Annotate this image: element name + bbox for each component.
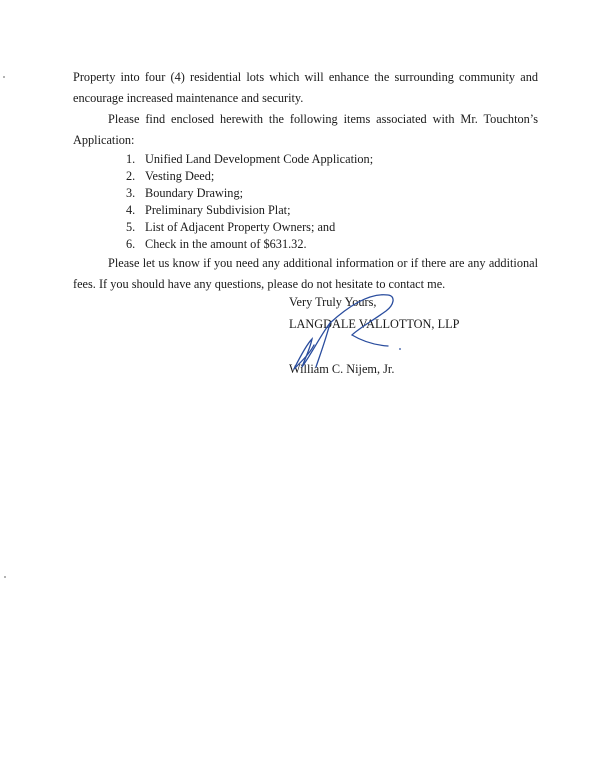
list-item: 4. Preliminary Subdivision Plat;: [126, 203, 291, 217]
paragraph-property-lots: Property into four (4) residential lots which will enhance the surrounding community and encourage increased maintenance and security.: [73, 70, 538, 105]
list-item: 3. Boundary Drawing;: [126, 186, 244, 200]
paragraph-contact: Please let us know if you need any additional information or if there are any additional fees. If you should have any questions, please do not hesitate to contact me.: [73, 256, 538, 291]
list-item: 6. Check in the amount of $631.32.: [126, 237, 307, 251]
list-item: 1. Unified Land Development Code Application;: [126, 152, 374, 166]
enclosure-list: [126, 151, 373, 253]
scan-speck: [4, 576, 6, 578]
closing-salutation: Very Truly Yours,: [289, 295, 377, 309]
paragraph-enclosures-intro: Please find enclosed herewith the following items associated with Mr. Touchton’s Application:: [73, 112, 538, 147]
firm-name: LANGDALE VALLOTTON, LLP: [289, 317, 460, 331]
signer-name: William C. Nijem, Jr.: [289, 362, 395, 376]
list-item: 2. Vesting Deed;: [126, 169, 215, 183]
handwritten-signature: [272, 283, 422, 383]
scan-speck: [3, 76, 5, 78]
list-item: 5. List of Adjacent Property Owners; and: [126, 220, 336, 234]
